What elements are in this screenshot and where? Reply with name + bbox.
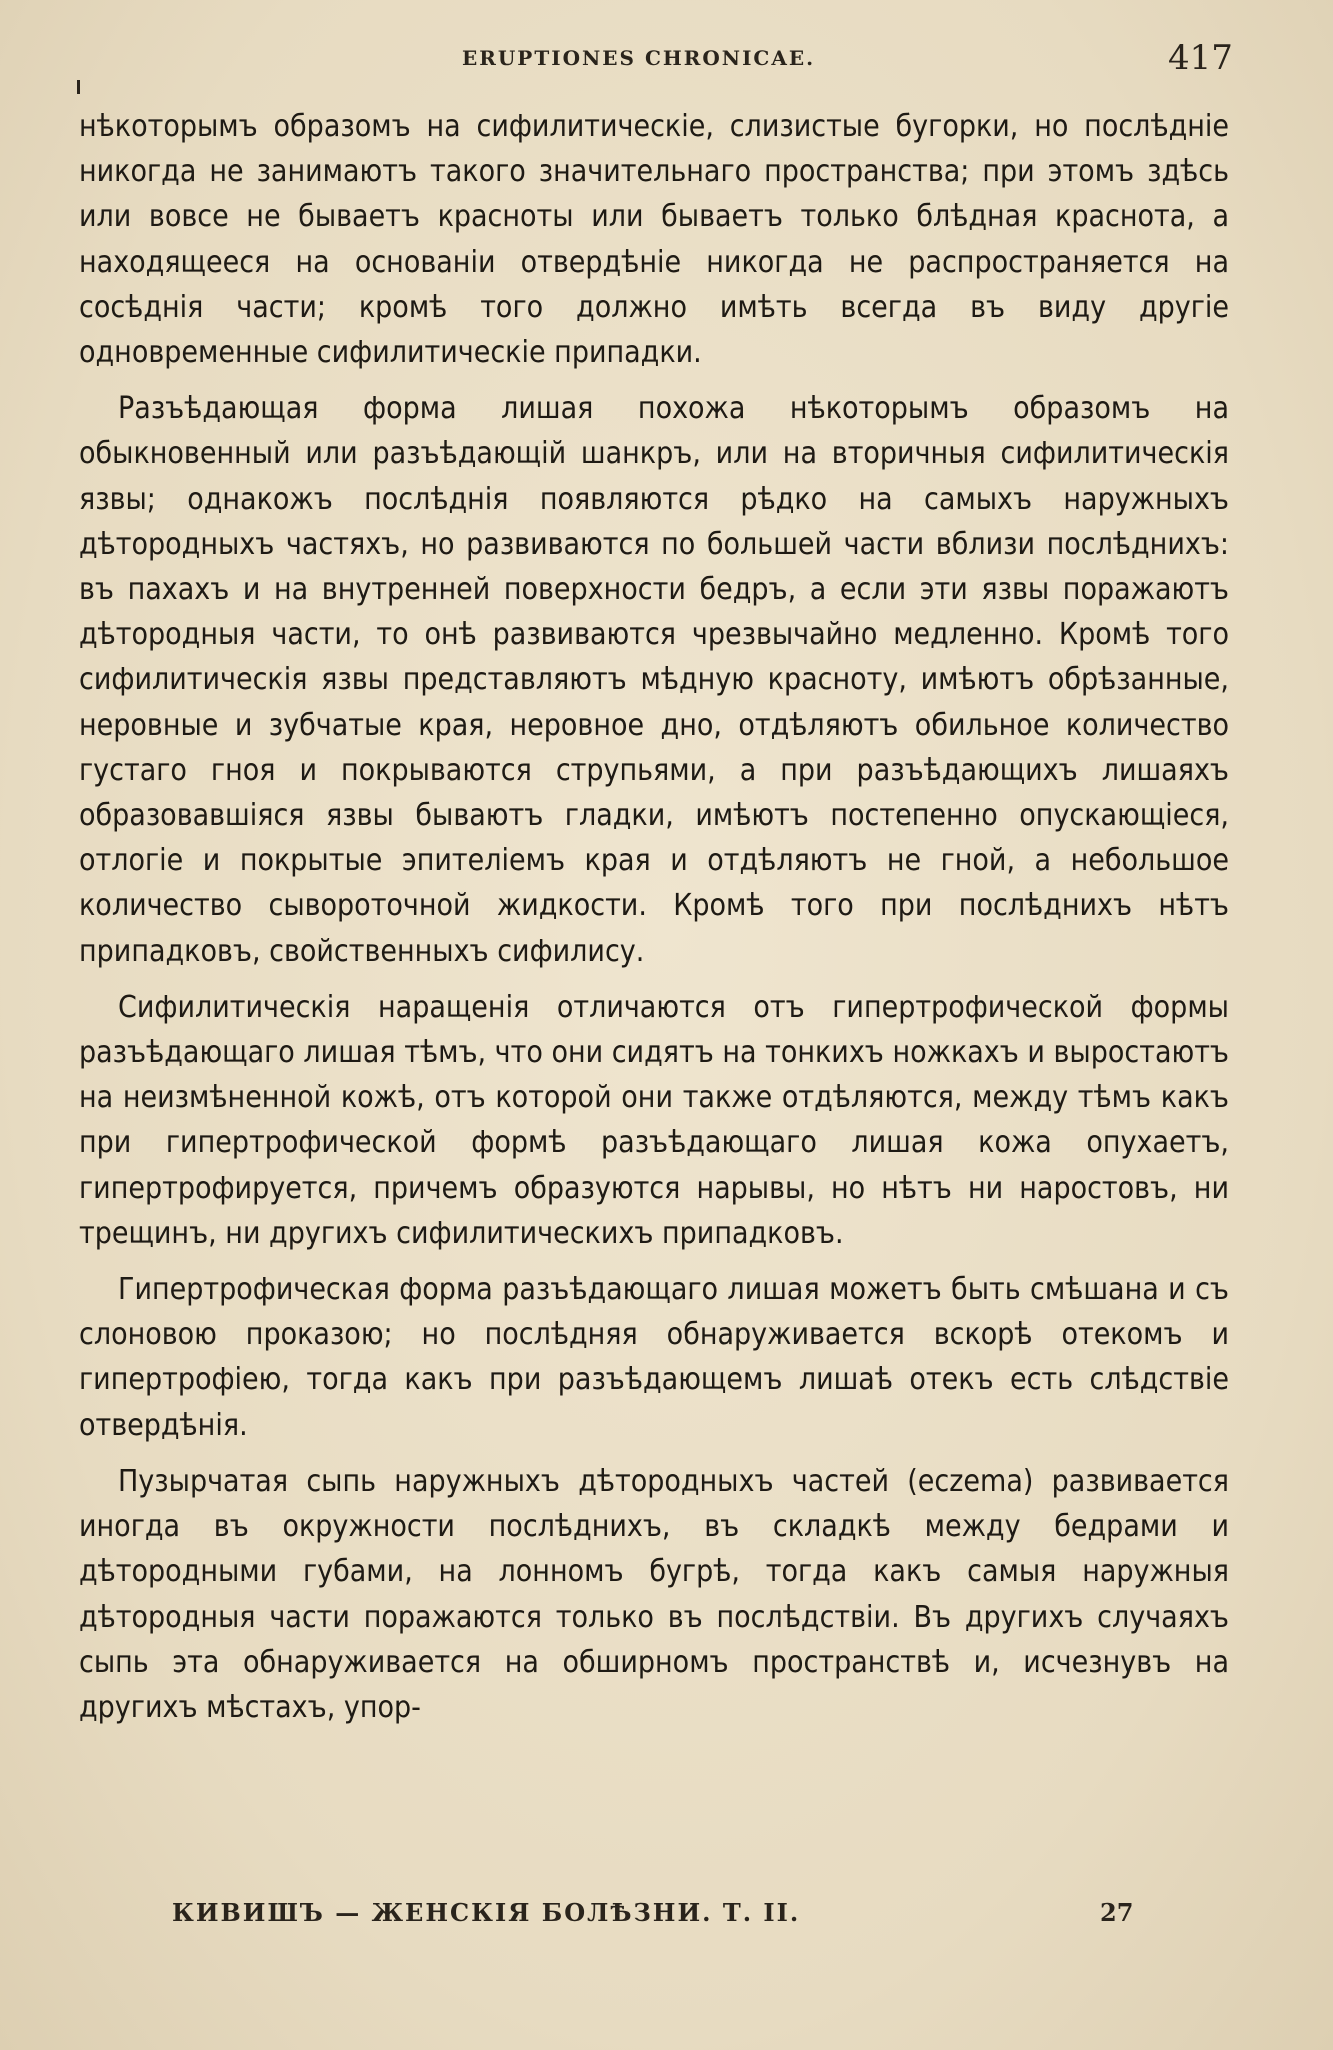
paragraph-3: Сифилитическія наращенія отличаются отъ гипертрофической формы разъѣдающаго лишая тѣмъ, что они сидятъ на тонкихъ ножкахъ и выростаютъ на неизмѣненной кожѣ, отъ которой они также отдѣляются, между тѣмъ какъ при гипертрофической формѣ разъѣдающаго лишая кожа опухаетъ, гипертрофируется, причемъ образуются нарывы, но нѣтъ ни наростовъ, ни трещинъ, ни другихъ сифилитическихъ припадковъ. bbox=[79, 989, 1229, 1251]
footer-signature: КИВИШЪ — ЖЕНСКІЯ БОЛѢЗНИ. Т. II. bbox=[172, 1898, 801, 1927]
paragraph-1: нѣкоторымъ образомъ на сифилитическіе, слизистые бугорки, но послѣдніе никогда не занимаютъ такого значительнаго пространства; при этомъ здѣсь или вовсе не бываетъ красноты или бываетъ только блѣдная краснота, а находящееся на основаніи отвердѣніе никогда не распространяется на сосѣднія части; кромѣ того должно имѣть всегда въ виду другіе одновременные сифилитическіе припадки. bbox=[79, 109, 1229, 371]
paragraph-5: Пузырчатая сыпь наружныхъ дѣтородныхъ частей (eczema) развивается иногда въ окружности послѣднихъ, въ складкѣ между бедрами и дѣтородными губами, на лонномъ бугрѣ, тогда какъ самыя наружныя дѣтородныя части поражаются только въ послѣдствіи. Въ другихъ случаяхъ сыпь эта обнаруживается на обширномъ пространствѣ и, исчезнувъ на другихъ мѣстахъ, упор- bbox=[79, 1463, 1229, 1725]
sheet-number: 27 bbox=[1100, 1898, 1134, 1927]
footer bbox=[0, 1898, 1333, 1938]
page-number: 417 bbox=[1168, 38, 1233, 78]
running-head bbox=[0, 40, 1333, 80]
paragraph-2: Разъѣдающая форма лишая похожа нѣкоторымъ образомъ на обыкновенный или разъѣдающій шанкръ, или на вторичныя сифилитическія язвы; однакожъ послѣднія появляются рѣдко на самыхъ наружныхъ дѣтородныхъ частяхъ, но развиваются по большей части вблизи послѣднихъ: въ пахахъ и на внутренней поверхности бедръ, а если эти язвы поражаютъ дѣтородныя части, то онѣ развиваются чрезвычайно медленно. Кромѣ того сифилитическія язвы представляютъ мѣдную красноту, имѣютъ обрѣзанные, неровные и зубчатые края, неровное дно, отдѣляютъ обильное количество густаго гноя и покрываются струпьями, а при разъѣдающихъ лишаяхъ образовавшіяся язвы бываютъ гладки, имѣютъ постепенно опускающіеся, отлогіе и покрытые эпителіемъ края и отдѣляютъ не гной, а небольшое количество сывороточной жидкости. Кромѣ того при послѣднихъ нѣтъ припадковъ, свойственныхъ сифилису. bbox=[79, 391, 1229, 969]
margin-mark bbox=[77, 80, 80, 94]
paragraph-4: Гипертрофическая форма разъѣдающаго лишая можетъ быть смѣшана и съ слоновою проказою; но послѣдняя обнаруживается вскорѣ отекомъ и гипертрофіею, тогда какъ при разъѣдающемъ лишаѣ отекъ есть слѣдствіе отвердѣнія. bbox=[79, 1272, 1229, 1443]
running-head-title: ERUPTIONES CHRONICAE. bbox=[462, 46, 816, 70]
body-text bbox=[79, 104, 1229, 1741]
